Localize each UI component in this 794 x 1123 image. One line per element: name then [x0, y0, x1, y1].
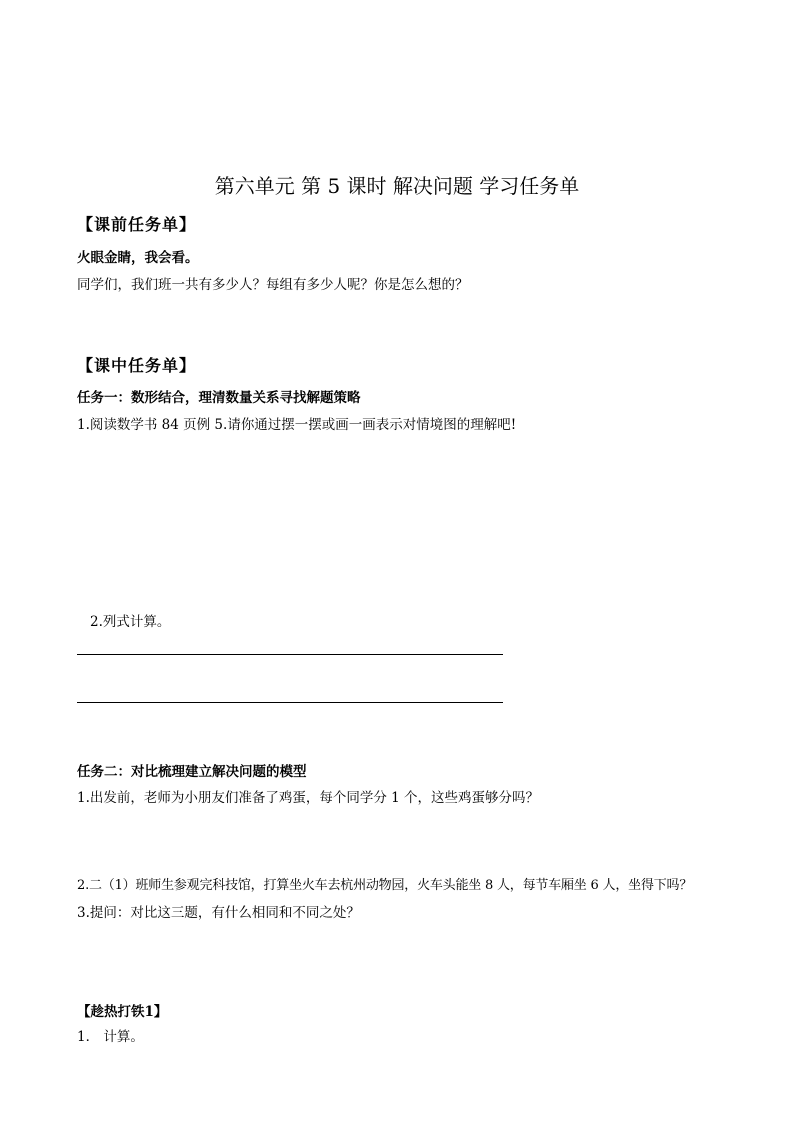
- page-title: 第六单元 第 5 课时 解决问题 学习任务单: [214, 174, 580, 198]
- task2-item2: 2.二（1）班师生参观完科技馆，打算坐火车去杭州动物园，火车头能坐 8 人，每节车厢坐 6 人，坐得下吗？: [77, 878, 693, 893]
- task2-item3: 3.提问：对比这三题，有什么相同和不同之处？: [77, 905, 360, 921]
- in-class-heading: 【课中任务单】: [77, 356, 197, 375]
- task2-item1: 1.出发前，老师为小朋友们准备了鸡蛋，每个同学分 1 个，这些鸡蛋够分吗？: [77, 790, 540, 806]
- task1-item1: 1.阅读数学书 84 页例 5.请你通过摆一摆或画一画表示对情境图的理解吧!: [77, 417, 517, 433]
- pre-class-question: 同学们，我们班一共有多少人？每组有多少人呢？你是怎么想的？: [77, 277, 469, 293]
- practice-heading: 【趁热打铁1】: [77, 1004, 168, 1020]
- answer-line-2: [77, 702, 503, 703]
- answer-line-1: [77, 654, 503, 655]
- pre-class-subheading: 火眼金睛，我会看。: [77, 250, 199, 266]
- task1-title: 任务一：数形结合，理清数量关系寻找解题策略: [77, 390, 361, 406]
- practice-item1: 1． 计算。: [77, 1029, 144, 1045]
- task2-title: 任务二：对比梳理建立解决问题的模型: [77, 764, 307, 780]
- pre-class-heading: 【课前任务单】: [77, 215, 197, 234]
- task1-item2: 2.列式计算。: [90, 614, 171, 630]
